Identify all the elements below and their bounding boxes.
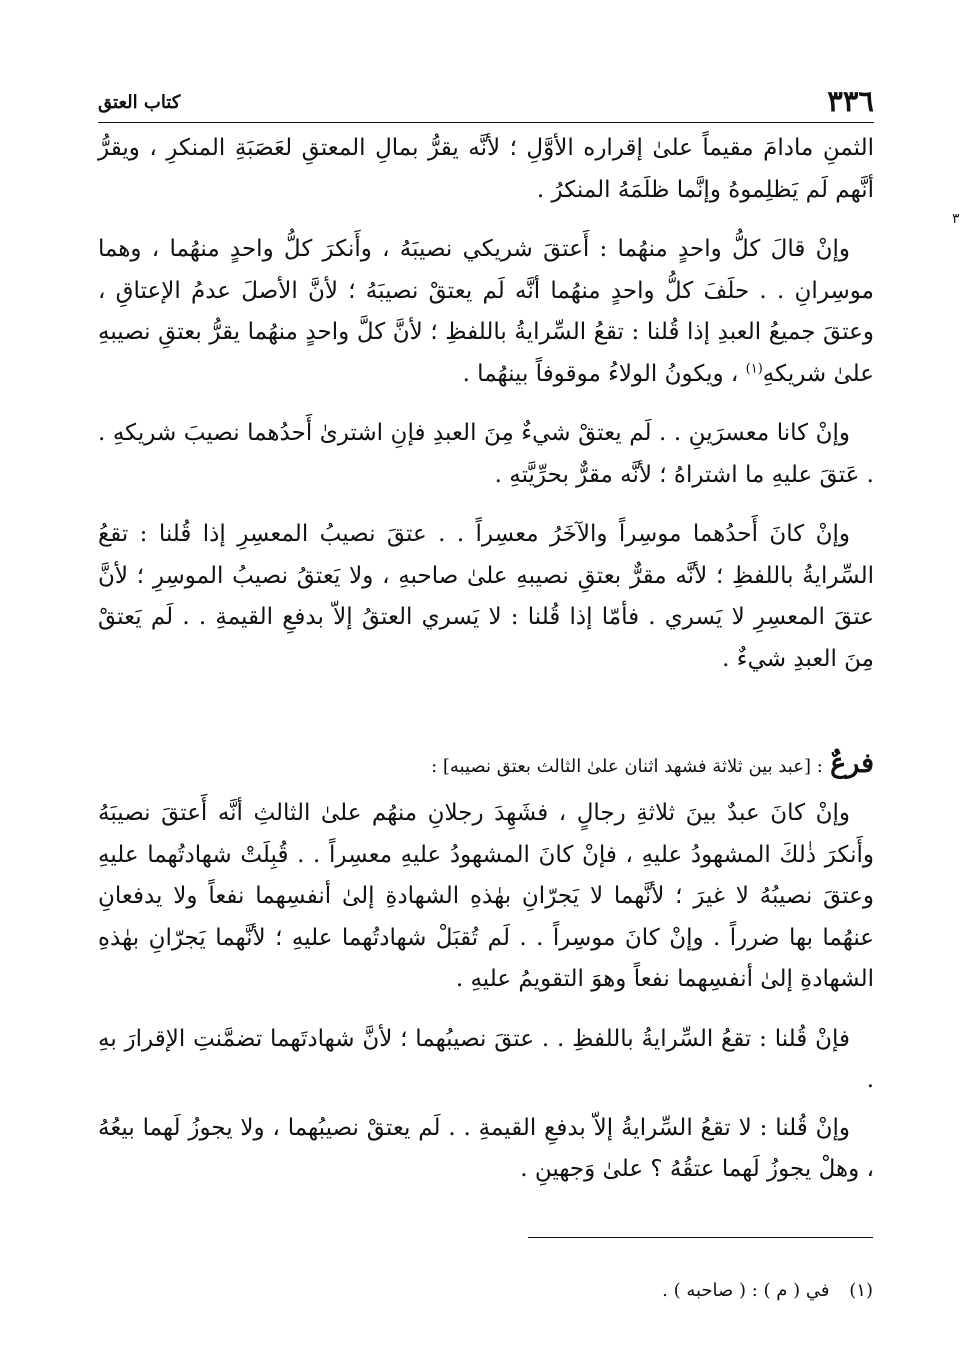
paragraph-text: وإنْ قالَ كلُّ واحدٍ منهُما : أَعتقَ شريكي نصيبَهُ ، وأَنكرَ كلُّ واحدٍ منهُما ، وهما موسِرانِ . . حلَفَ كلُّ واحدٍ منهُما أنَّه لَم يعتقْ نصيبَهُ ؛ لأنَّ الأصلَ عدمُ الإعتاقِ ، وعتقَ جميعُ العبدِ إذا قُلنا : تقعُ السِّرايةُ باللفظِ ؛ لأنَّ كلَّ واحدٍ منهُما يقرُّ بعتقِ نصيبهِ علىٰ شريكهِ	[98, 236, 874, 387]
footnote	[97, 1278, 873, 1304]
margin-mark: ٣	[952, 211, 960, 227]
paragraph-lafz: فإنْ قُلنا : تقعُ السِّرايةُ باللفظِ . . عتقَ نصيبُهما ؛ لأنَّ شهادتَهما تضمَّنتِ الإقرارَ بهِ .	[98, 1025, 874, 1093]
paragraph-continuation: الثمنِ مادامَ مقيماً علىٰ إقراره الأوَّلِ ؛ لأنَّه يقرُّ بمالِ المعتقِ لعَصَبَةِ المنكرِ ، ويقرُّ أنَّهم لَم يَظلِموهُ وإنَّما ظلَمَهُ المنكرُ .	[98, 135, 874, 203]
running-title: كتاب العتق	[98, 92, 181, 113]
paragraph-both-poor: وإنْ كانا معسرَينِ . . لَم يعتقْ شيءٌ مِنَ العبدِ فإنِ اشترىٰ أَحدُهما نصيبَ شريكهِ . . عَتقَ عليهِ ما اشتراهُ ؛ لأنَّه مقرٌّ بحرِّيَّتهِ .	[98, 420, 874, 488]
paragraph-both-wealthy	[98, 229, 874, 395]
page-number: ٣٣٦	[827, 84, 874, 118]
footnote-text: في ( م ) : ( صاحبه ) .	[662, 1280, 830, 1301]
page-header	[98, 84, 874, 123]
footnote-divider	[528, 1237, 873, 1238]
body-text	[98, 128, 874, 1191]
footnote-number: (١)	[849, 1280, 873, 1301]
paragraph-text-tail: ، ويكونُ الولاءُ موقوفاً بينهُما .	[462, 360, 739, 387]
paragraph-three-owners: وإنْ كانَ عبدٌ بينَ ثلاثةِ رجالٍ ، فشَهِدَ رجلانِ منهُم علىٰ الثالثِ أنَّه أَعتقَ نصيبَهُ وأَنكرَ ذٰلكَ المشهودُ عليهِ ، فإنْ كانَ المشهودُ عليهِ معسِراً . . قُبِلَتْ شهادتُهما عليهِ وعتقَ نصيبُهُ لا غيرَ ؛ لأنَّهما لا يَجرّانِ بهٰذهِ الشهادةِ إلىٰ أنفسِهما نفعاً ولا يدفعانِ عنهُما بها ضرراً . وإنْ كانَ موسِراً . . لَم تُقبَلْ شهادتُهما عليهِ ؛ لأنَّهما يَجرّانِ بهٰذهِ الشهادةِ إلىٰ أنفسِهما نفعاً وهوَ التقويمُ عليهِ .	[98, 800, 874, 992]
subheading-title: : [عبد بين ثلاثة فشهد اثنان علىٰ الثالث بعتق نصيبه] :	[431, 756, 823, 777]
subheading-label: فرعٌ	[830, 748, 874, 779]
paragraph-qima: وإنْ قُلنا : لا تقعُ السِّرايةُ إلاّ بدفعِ القيمةِ . . لَم يعتقْ نصيبُهما ، ولا يجوزُ لَهما بيعُهُ ، وهلْ يجوزُ لَهما عتقُهُ ؟ علىٰ وَجهينِ .	[98, 1114, 874, 1182]
section-subheading	[98, 742, 874, 789]
paragraph-mixed: وإنْ كانَ أَحدُهما موسِراً والآخَرُ معسِراً . . عتقَ نصيبُ المعسِرِ إذا قُلنا : تقعُ السِّرايةُ باللفظِ ؛ لأنَّه مقرٌّ بعتقِ نصيبهِ علىٰ صاحبهِ ، ولا يَعتقُ نصيبُ الموسِرِ ؛ لأنَّ عتقَ المعسِرِ لا يَسري . فأمّا إذا قُلنا : لا يَسري العتقُ إلاّ بدفعِ القيمةِ . . لَم يَعتقْ مِنَ العبدِ شيءٌ .	[98, 521, 874, 672]
footnote-reference[interactable]: (١)	[745, 360, 763, 376]
